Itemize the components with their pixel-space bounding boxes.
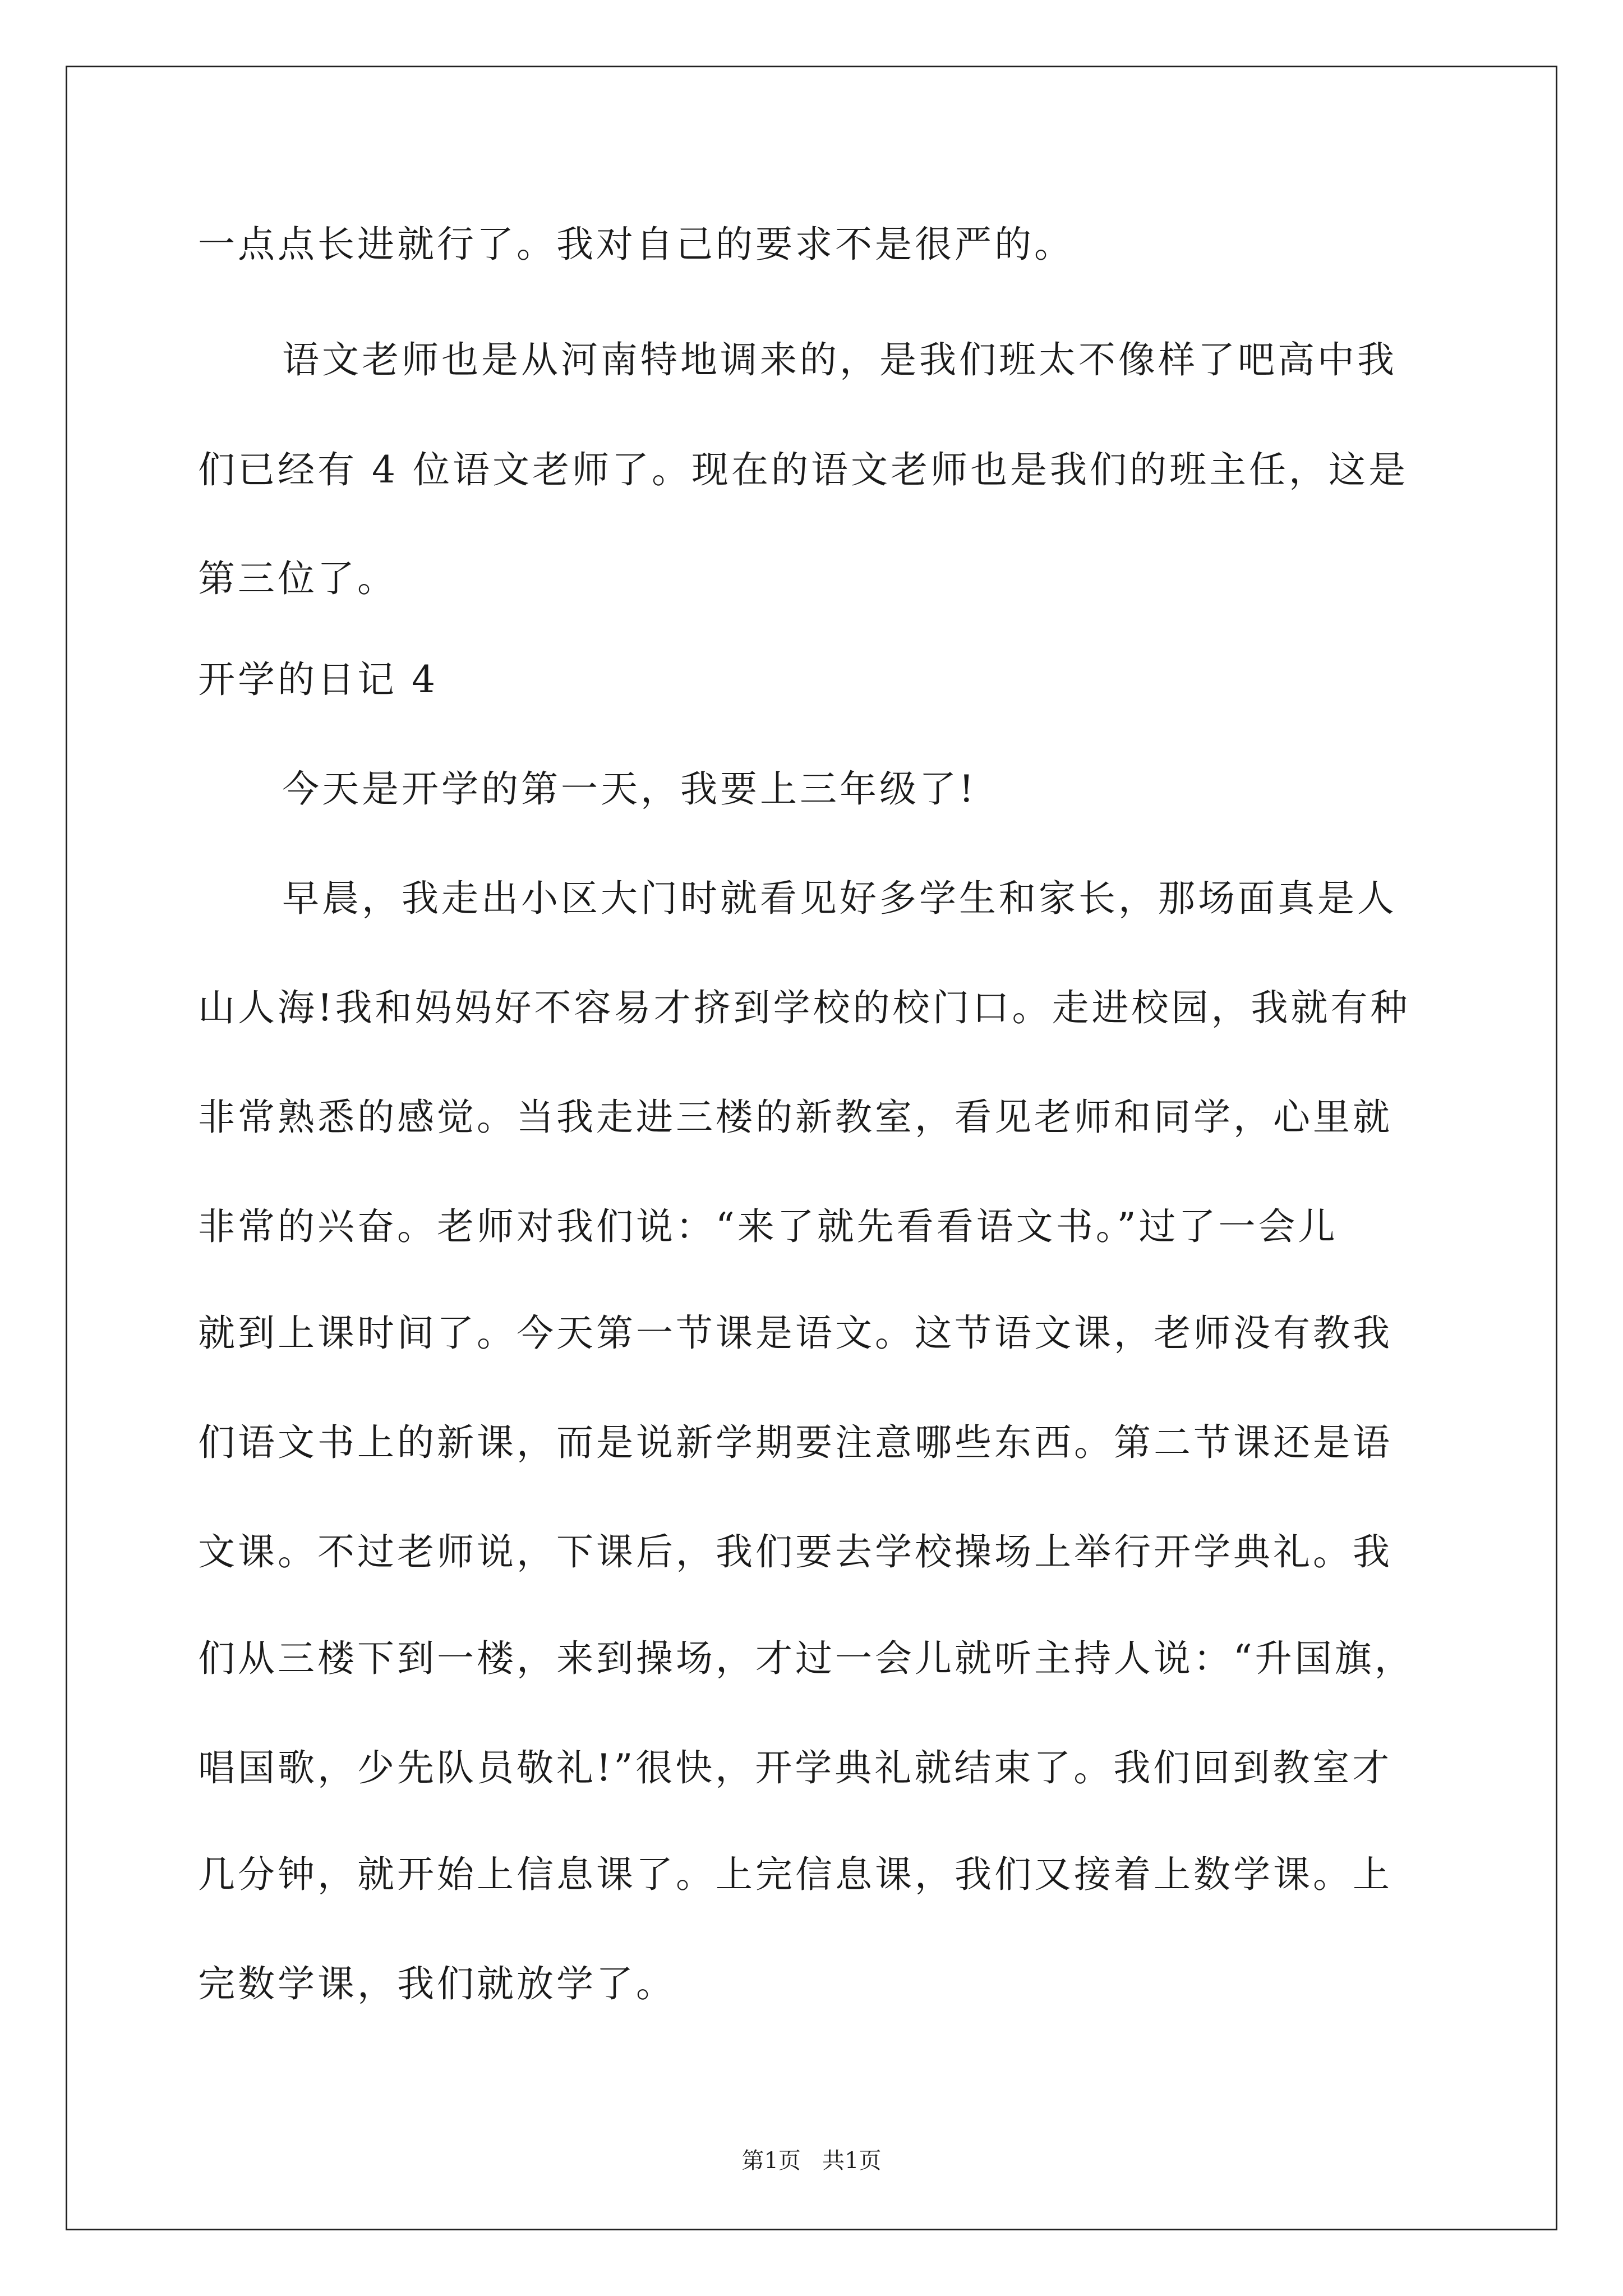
text-line-6: 今天是开学的第一天，我要上三年级了! [282, 767, 977, 811]
text-line-4: 第三位了。 [198, 557, 397, 600]
text-line-9: 非常熟悉的感觉。当我走进三楼的新教室，看见老师和同学，心里就 [198, 1096, 1393, 1139]
section-title: 开学的日记 4 [198, 658, 438, 701]
text-line-7: 早晨，我走出小区大门时就看见好多学生和家长，那场面真是人 [282, 877, 1397, 920]
text-line-12: 们语文书上的新课，而是说新学期要注意哪些东西。第二节课还是语 [198, 1421, 1393, 1464]
text-line-8: 山人海!我和妈妈好不容易才挤到学校的校门口。走进校园，我就有种 [198, 986, 1410, 1029]
text-line-1: 一点点长进就行了。我对自己的要求不是很严的。 [198, 223, 1074, 266]
page-border [66, 66, 1557, 2230]
text-line-17: 完数学课，我们就放学了。 [198, 1962, 676, 2005]
text-line-15: 唱国歌，少先队员敬礼!”很快，开学典礼就结束了。我们回到教室才 [198, 1746, 1393, 1789]
text-line-11: 就到上课时间了。今天第一节课是语文。这节语文课，老师没有教我 [198, 1312, 1393, 1355]
text-line-2: 语文老师也是从河南特地调来的，是我们班太不像样了吧高中我 [282, 338, 1397, 381]
text-line-10: 非常的兴奋。老师对我们说：“来了就先看看语文书。”过了一会儿 [198, 1205, 1338, 1248]
text-line-13: 文课。不过老师说，下课后，我们要去学校操场上举行开学典礼。我 [198, 1530, 1393, 1573]
text-line-16: 几分钟，就开始上信息课了。上完信息课，我们又接着上数学课。上 [198, 1853, 1393, 1896]
text-line-3: 们已经有 4 位语文老师了。现在的语文老师也是我们的班主任，这是 [198, 448, 1408, 491]
text-line-14: 们从三楼下到一楼，来到操场，才过一会儿就听主持人说：“升国旗， [198, 1637, 1414, 1680]
page-number-footer: 第1页 共1页 [741, 2148, 882, 2174]
